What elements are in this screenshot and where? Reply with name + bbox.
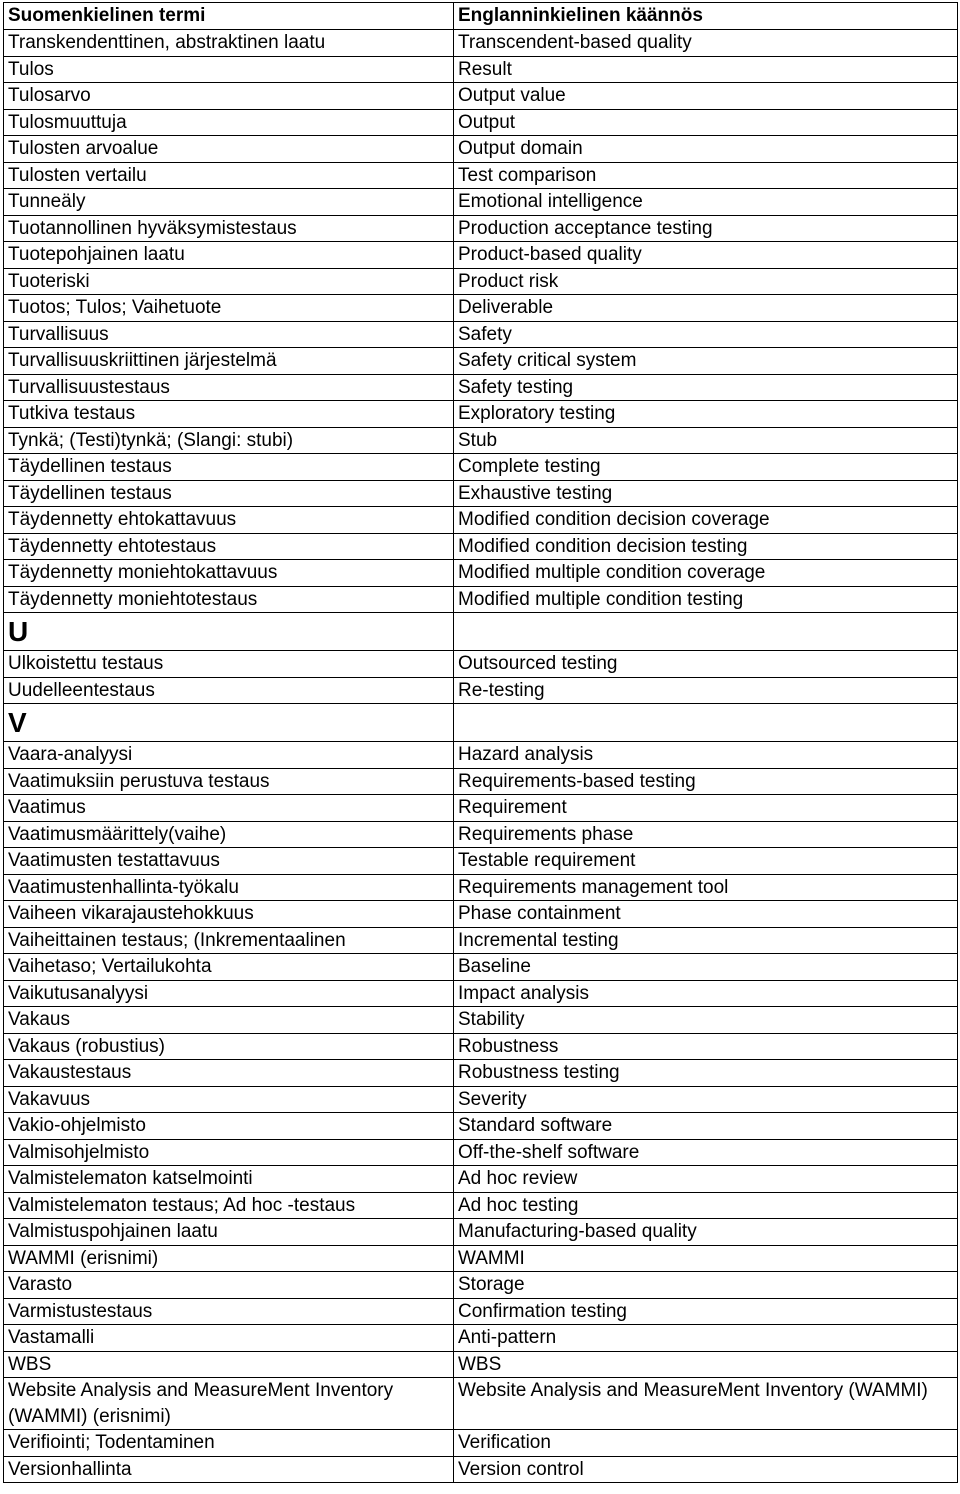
english-translation-cell: Severity bbox=[454, 1086, 958, 1113]
table-row bbox=[4, 651, 958, 678]
table-row bbox=[4, 1378, 958, 1430]
table-row bbox=[4, 742, 958, 769]
english-translation-cell: Incremental testing bbox=[454, 927, 958, 954]
english-translation-cell: Safety bbox=[454, 321, 958, 348]
english-translation-cell: Robustness bbox=[454, 1033, 958, 1060]
table-row bbox=[4, 533, 958, 560]
english-translation-cell: Modified condition decision coverage bbox=[454, 507, 958, 534]
table-row bbox=[4, 1192, 958, 1219]
english-translation-cell: Modified condition decision testing bbox=[454, 533, 958, 560]
table-row bbox=[4, 1113, 958, 1140]
table-row bbox=[4, 268, 958, 295]
english-translation-cell: Requirements-based testing bbox=[454, 768, 958, 795]
english-translation-cell: Transcendent-based quality bbox=[454, 30, 958, 57]
english-translation-cell: Modified multiple condition testing bbox=[454, 586, 958, 613]
english-translation-cell: Requirement bbox=[454, 795, 958, 822]
table-row bbox=[4, 427, 958, 454]
english-translation-cell: Manufacturing-based quality bbox=[454, 1219, 958, 1246]
english-translation-cell: Phase containment bbox=[454, 901, 958, 928]
finnish-term-cell: Täydennetty moniehtotestaus bbox=[4, 586, 454, 613]
finnish-term-cell: WBS bbox=[4, 1351, 454, 1378]
english-translation-cell: Baseline bbox=[454, 954, 958, 981]
header-english-translation: Englanninkielinen käännös bbox=[454, 3, 958, 30]
finnish-term-cell: Vaatimustenhallinta-työkalu bbox=[4, 874, 454, 901]
english-translation-cell: Ad hoc testing bbox=[454, 1192, 958, 1219]
english-translation-cell: Modified multiple condition coverage bbox=[454, 560, 958, 587]
english-translation-cell: Product risk bbox=[454, 268, 958, 295]
table-row bbox=[4, 83, 958, 110]
finnish-term-cell: Täydennetty ehtokattavuus bbox=[4, 507, 454, 534]
finnish-term-cell: Tulosten arvoalue bbox=[4, 136, 454, 163]
table-row bbox=[4, 901, 958, 928]
table-row bbox=[4, 795, 958, 822]
finnish-term-cell: Vaatimuksiin perustuva testaus bbox=[4, 768, 454, 795]
finnish-term-cell: Turvallisuus bbox=[4, 321, 454, 348]
finnish-term-cell: Ulkoistettu testaus bbox=[4, 651, 454, 678]
english-translation-cell: Complete testing bbox=[454, 454, 958, 481]
glossary-table bbox=[3, 2, 958, 1483]
table-row bbox=[4, 1430, 958, 1457]
table-row bbox=[4, 1166, 958, 1193]
finnish-term-cell: Täydellinen testaus bbox=[4, 480, 454, 507]
finnish-term-cell: Täydellinen testaus bbox=[4, 454, 454, 481]
table-row bbox=[4, 848, 958, 875]
finnish-term-cell: Vakaus bbox=[4, 1007, 454, 1034]
english-translation-cell: Ad hoc review bbox=[454, 1166, 958, 1193]
header-finnish-term: Suomenkielinen termi bbox=[4, 3, 454, 30]
header-row bbox=[4, 3, 958, 30]
english-translation-cell: Production acceptance testing bbox=[454, 215, 958, 242]
table-row bbox=[4, 1060, 958, 1087]
english-translation-cell: Test comparison bbox=[454, 162, 958, 189]
english-translation-cell: Safety testing bbox=[454, 374, 958, 401]
finnish-term-cell: Varmistustestaus bbox=[4, 1298, 454, 1325]
table-row bbox=[4, 507, 958, 534]
table-row bbox=[4, 1086, 958, 1113]
finnish-term-cell: Täydennetty moniehtokattavuus bbox=[4, 560, 454, 587]
finnish-term-cell: Tutkiva testaus bbox=[4, 401, 454, 428]
table-row bbox=[4, 162, 958, 189]
english-translation-cell: Storage bbox=[454, 1272, 958, 1299]
table-row bbox=[4, 30, 958, 57]
finnish-term-cell: Vaara-analyysi bbox=[4, 742, 454, 769]
table-row bbox=[4, 1272, 958, 1299]
finnish-term-cell: Vaiheittainen testaus; (Inkrementaalinen bbox=[4, 927, 454, 954]
finnish-term-cell: WAMMI (erisnimi) bbox=[4, 1245, 454, 1272]
finnish-term-cell: Vaihetaso; Vertailukohta bbox=[4, 954, 454, 981]
table-row bbox=[4, 454, 958, 481]
english-translation-cell: Output bbox=[454, 109, 958, 136]
finnish-term-cell: Tuotannollinen hyväksymistestaus bbox=[4, 215, 454, 242]
table-row bbox=[4, 1245, 958, 1272]
table-row bbox=[4, 927, 958, 954]
finnish-term-cell: Tuotos; Tulos; Vaihetuote bbox=[4, 295, 454, 322]
english-translation-cell: Emotional intelligence bbox=[454, 189, 958, 216]
table-row bbox=[4, 980, 958, 1007]
finnish-term-cell: Vaikutusanalyysi bbox=[4, 980, 454, 1007]
finnish-term-cell: Varasto bbox=[4, 1272, 454, 1299]
english-translation-cell: Testable requirement bbox=[454, 848, 958, 875]
section-letter: U bbox=[4, 613, 454, 651]
table-row bbox=[4, 874, 958, 901]
english-translation-cell: Safety critical system bbox=[454, 348, 958, 375]
english-translation-cell: Output domain bbox=[454, 136, 958, 163]
english-translation-cell: Confirmation testing bbox=[454, 1298, 958, 1325]
finnish-term-cell: Vakaustestaus bbox=[4, 1060, 454, 1087]
finnish-term-cell: Website Analysis and MeasureMent Inventory (WAMMI) (erisnimi) bbox=[4, 1378, 454, 1430]
finnish-term-cell: Tulosten vertailu bbox=[4, 162, 454, 189]
section-empty-cell bbox=[454, 613, 958, 651]
finnish-term-cell: Tynkä; (Testi)tynkä; (Slangi: stubi) bbox=[4, 427, 454, 454]
table-row bbox=[4, 1298, 958, 1325]
table-row bbox=[4, 242, 958, 269]
finnish-term-cell: Vaatimus bbox=[4, 795, 454, 822]
english-translation-cell: Product-based quality bbox=[454, 242, 958, 269]
finnish-term-cell: Vaatimusten testattavuus bbox=[4, 848, 454, 875]
english-translation-cell: Hazard analysis bbox=[454, 742, 958, 769]
finnish-term-cell: Valmisohjelmisto bbox=[4, 1139, 454, 1166]
table-row bbox=[4, 1351, 958, 1378]
finnish-term-cell: Tulos bbox=[4, 56, 454, 83]
finnish-term-cell: Valmistuspohjainen laatu bbox=[4, 1219, 454, 1246]
finnish-term-cell: Turvallisuuskriittinen järjestelmä bbox=[4, 348, 454, 375]
finnish-term-cell: Vakavuus bbox=[4, 1086, 454, 1113]
finnish-term-cell: Versionhallinta bbox=[4, 1456, 454, 1483]
table-row bbox=[4, 677, 958, 704]
table-row bbox=[4, 374, 958, 401]
finnish-term-cell: Valmistelematon testaus; Ad hoc -testaus bbox=[4, 1192, 454, 1219]
english-translation-cell: Anti-pattern bbox=[454, 1325, 958, 1352]
english-translation-cell: Verification bbox=[454, 1430, 958, 1457]
finnish-term-cell: Vastamalli bbox=[4, 1325, 454, 1352]
english-translation-cell: Version control bbox=[454, 1456, 958, 1483]
section-letter: V bbox=[4, 704, 454, 742]
section-row bbox=[4, 704, 958, 742]
finnish-term-cell: Verifiointi; Todentaminen bbox=[4, 1430, 454, 1457]
finnish-term-cell: Valmistelematon katselmointi bbox=[4, 1166, 454, 1193]
finnish-term-cell: Vakaus (robustius) bbox=[4, 1033, 454, 1060]
english-translation-cell: Requirements management tool bbox=[454, 874, 958, 901]
table-row bbox=[4, 560, 958, 587]
english-translation-cell: Standard software bbox=[454, 1113, 958, 1140]
section-row bbox=[4, 613, 958, 651]
table-row bbox=[4, 954, 958, 981]
english-translation-cell: Exhaustive testing bbox=[454, 480, 958, 507]
english-translation-cell: Re-testing bbox=[454, 677, 958, 704]
table-row bbox=[4, 348, 958, 375]
table-row bbox=[4, 215, 958, 242]
table-row bbox=[4, 189, 958, 216]
finnish-term-cell: Täydennetty ehtotestaus bbox=[4, 533, 454, 560]
english-translation-cell: Stub bbox=[454, 427, 958, 454]
table-row bbox=[4, 1033, 958, 1060]
table-row bbox=[4, 586, 958, 613]
table-row bbox=[4, 1456, 958, 1483]
table-row bbox=[4, 821, 958, 848]
finnish-term-cell: Tulosmuuttuja bbox=[4, 109, 454, 136]
english-translation-cell: WBS bbox=[454, 1351, 958, 1378]
english-translation-cell: WAMMI bbox=[454, 1245, 958, 1272]
table-row bbox=[4, 109, 958, 136]
finnish-term-cell: Tulosarvo bbox=[4, 83, 454, 110]
english-translation-cell: Output value bbox=[454, 83, 958, 110]
table-row bbox=[4, 1007, 958, 1034]
finnish-term-cell: Uudelleentestaus bbox=[4, 677, 454, 704]
english-translation-cell: Impact analysis bbox=[454, 980, 958, 1007]
section-empty-cell bbox=[454, 704, 958, 742]
english-translation-cell: Deliverable bbox=[454, 295, 958, 322]
english-translation-cell: Requirements phase bbox=[454, 821, 958, 848]
english-translation-cell: Result bbox=[454, 56, 958, 83]
finnish-term-cell: Vaiheen vikarajaustehokkuus bbox=[4, 901, 454, 928]
table-row bbox=[4, 1325, 958, 1352]
english-translation-cell: Exploratory testing bbox=[454, 401, 958, 428]
table-row bbox=[4, 480, 958, 507]
table-row bbox=[4, 56, 958, 83]
table-row bbox=[4, 295, 958, 322]
english-translation-cell: Outsourced testing bbox=[454, 651, 958, 678]
table-row bbox=[4, 321, 958, 348]
table-row bbox=[4, 1219, 958, 1246]
finnish-term-cell: Vakio-ohjelmisto bbox=[4, 1113, 454, 1140]
table-row bbox=[4, 768, 958, 795]
english-translation-cell: Website Analysis and MeasureMent Inventory (WAMMI) bbox=[454, 1378, 958, 1430]
finnish-term-cell: Tuoteriski bbox=[4, 268, 454, 295]
english-translation-cell: Off-the-shelf software bbox=[454, 1139, 958, 1166]
table-row bbox=[4, 136, 958, 163]
finnish-term-cell: Turvallisuustestaus bbox=[4, 374, 454, 401]
table-row bbox=[4, 1139, 958, 1166]
finnish-term-cell: Transkendenttinen, abstraktinen laatu bbox=[4, 30, 454, 57]
finnish-term-cell: Tuotepohjainen laatu bbox=[4, 242, 454, 269]
glossary-body bbox=[4, 30, 958, 1483]
english-translation-cell: Stability bbox=[454, 1007, 958, 1034]
finnish-term-cell: Tunneäly bbox=[4, 189, 454, 216]
finnish-term-cell: Vaatimusmäärittely(vaihe) bbox=[4, 821, 454, 848]
table-row bbox=[4, 401, 958, 428]
english-translation-cell: Robustness testing bbox=[454, 1060, 958, 1087]
